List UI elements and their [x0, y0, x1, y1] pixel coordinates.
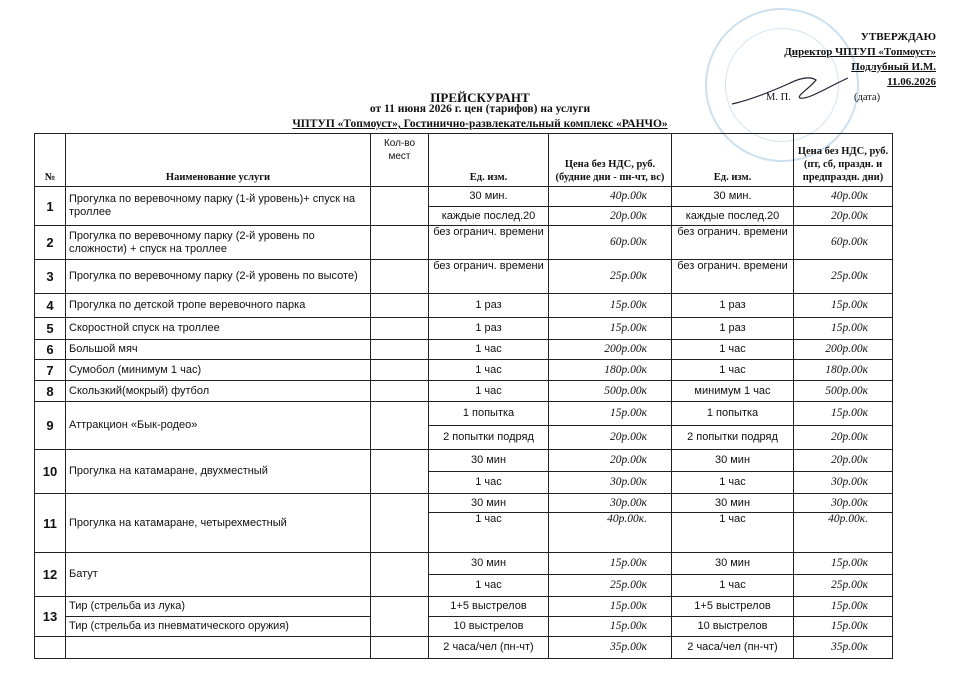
price-weekdays: 60р.00к [549, 226, 672, 260]
price-weekdays: 30р.00к [549, 494, 672, 513]
count-cell [371, 226, 429, 260]
service-name: Аттракцион «Бык-родео» [66, 402, 371, 450]
unit-weekdays: 2 попытки подряд [429, 426, 549, 450]
row-number: 11 [35, 494, 66, 553]
unit-weekends: 30 мин [672, 494, 794, 513]
table-row [35, 226, 893, 260]
price-weekends: 25р.00к [794, 575, 893, 597]
count-cell [371, 294, 429, 318]
table-row [35, 402, 893, 426]
header-count: Кол-во мест [371, 134, 429, 187]
count-cell [371, 402, 429, 450]
price-weekdays: 15р.00к [549, 617, 672, 637]
unit-weekends: 1 раз [672, 294, 794, 318]
count-cell [371, 494, 429, 553]
price-weekends: 200р.00к [794, 340, 893, 360]
header-unit-weekends: Ед. изм. [672, 134, 794, 187]
unit-weekdays: без огранич. времени [429, 226, 549, 260]
document-title: ПРЕЙСКУРАНТ [430, 90, 530, 105]
price-weekends: 20р.00к [794, 426, 893, 450]
row-number: 12 [35, 553, 66, 597]
table-row [35, 494, 893, 513]
unit-weekdays: 10 выстрелов [429, 617, 549, 637]
price-weekends: 60р.00к [794, 226, 893, 260]
count-cell [371, 187, 429, 226]
unit-weekdays: 1 раз [429, 294, 549, 318]
unit-weekends: 1 час [672, 360, 794, 381]
header-unit-weekdays: Ед. изм. [429, 134, 549, 187]
organization-name: ЧПТУП «Топмоуст», Гостинично-развлекательный комплекс «РАНЧО» [292, 118, 668, 130]
table-row [35, 340, 893, 360]
row-number: 8 [35, 381, 66, 402]
header-service-name: Наименование услуги [66, 134, 371, 187]
unit-weekends: без огранич. времени [672, 260, 794, 294]
price-weekends: 15р.00к [794, 318, 893, 340]
count-cell [371, 360, 429, 381]
unit-weekends: 1 час [672, 575, 794, 597]
row-number: 7 [35, 360, 66, 381]
price-weekdays: 35р.00к [549, 637, 672, 659]
price-weekdays: 20р.00к [549, 450, 672, 472]
price-weekends: 15р.00к [794, 553, 893, 575]
row-number: 5 [35, 318, 66, 340]
unit-weekdays: 30 мин [429, 450, 549, 472]
service-name: Прогулка по веревочному парку (1-й уровень)+ спуск на троллее [66, 187, 371, 226]
approval-heading: УТВЕРЖДАЮ [860, 31, 936, 43]
price-weekdays: 15р.00к [549, 318, 672, 340]
unit-weekdays: 30 мин [429, 553, 549, 575]
approval-position: Директор ЧПТУП «Топмоуст» [784, 46, 936, 58]
unit-weekends: 1 час [672, 513, 794, 553]
count-cell [371, 260, 429, 294]
price-weekends: 15р.00к [794, 402, 893, 426]
unit-weekends: 2 часа/чел (пн-чт) [672, 637, 794, 659]
approval-block [716, 30, 936, 90]
table-header-row [35, 134, 893, 187]
unit-weekdays: 1 час [429, 472, 549, 494]
unit-weekdays: 1 час [429, 381, 549, 402]
price-weekdays: 25р.00к [549, 260, 672, 294]
price-weekends: 30р.00к [794, 472, 893, 494]
row-number: 1 [35, 187, 66, 226]
price-weekends: 30р.00к [794, 494, 893, 513]
price-weekends: 500р.00к [794, 381, 893, 402]
service-name: Сумобол (минимум 1 час) [66, 360, 371, 381]
price-weekends: 180р.00к [794, 360, 893, 381]
price-weekends: 15р.00к [794, 597, 893, 617]
unit-weekends: без огранич. времени [672, 226, 794, 260]
table-row [35, 381, 893, 402]
mp-label: М. П. [766, 92, 791, 103]
price-weekdays: 20р.00к [549, 207, 672, 226]
unit-weekends: минимум 1 час [672, 381, 794, 402]
unit-weekdays: 1 час [429, 360, 549, 381]
unit-weekdays: без огранич. времени [429, 260, 549, 294]
unit-weekdays: 1 раз [429, 318, 549, 340]
unit-weekdays: 30 мин [429, 494, 549, 513]
table-row [35, 450, 893, 472]
count-cell [371, 597, 429, 637]
unit-weekdays: 30 мин. [429, 187, 549, 207]
unit-weekdays: 1 час [429, 513, 549, 553]
count-cell [371, 318, 429, 340]
service-name: Тир (стрельба из пневматического оружия) [66, 617, 371, 637]
table-row [35, 318, 893, 340]
price-weekends: 20р.00к [794, 450, 893, 472]
header-price-weekends: Цена без НДС, руб. (пт, сб, праздн. и предпраздн. дни) [794, 134, 893, 187]
price-weekdays: 500р.00к [549, 381, 672, 402]
price-weekdays: 200р.00к [549, 340, 672, 360]
price-weekends: 40р.00к [794, 187, 893, 207]
header-price-weekdays: Цена без НДС, руб. (будние дни - пн-чт, вс) [549, 134, 672, 187]
unit-weekends: 1 раз [672, 318, 794, 340]
price-weekends: 25р.00к [794, 260, 893, 294]
row-number: 6 [35, 340, 66, 360]
unit-weekends: 1 попытка [672, 402, 794, 426]
unit-weekdays: 1+5 выстрелов [429, 597, 549, 617]
date-label: (дата) [854, 92, 881, 103]
unit-weekdays: 1 час [429, 575, 549, 597]
price-weekdays: 15р.00к [549, 597, 672, 617]
price-weekends: 15р.00к [794, 617, 893, 637]
row-number [35, 637, 66, 659]
unit-weekends: 30 мин [672, 450, 794, 472]
row-number: 13 [35, 597, 66, 637]
table-row [35, 360, 893, 381]
price-weekends: 15р.00к [794, 294, 893, 318]
count-cell [371, 340, 429, 360]
approval-name: Подлубный И.М. [851, 61, 936, 73]
service-name: Скользкий(мокрый) футбол [66, 381, 371, 402]
price-weekends: 20р.00к [794, 207, 893, 226]
unit-weekdays: 1 час [429, 340, 549, 360]
service-name [66, 637, 371, 659]
table-row [35, 637, 893, 659]
table-row [35, 553, 893, 575]
unit-weekends: 10 выстрелов [672, 617, 794, 637]
row-number: 9 [35, 402, 66, 450]
service-name: Прогулка по веревочному парку (2-й уровень по высоте) [66, 260, 371, 294]
price-weekdays: 40р.00к. [549, 513, 672, 553]
price-weekends: 40р.00к. [794, 513, 893, 553]
price-weekdays: 40р.00к [549, 187, 672, 207]
price-table [34, 133, 893, 659]
price-weekends: 35р.00к [794, 637, 893, 659]
table-row [35, 597, 893, 617]
price-weekdays: 30р.00к [549, 472, 672, 494]
unit-weekdays: 1 попытка [429, 402, 549, 426]
unit-weekends: 2 попытки подряд [672, 426, 794, 450]
service-name: Батут [66, 553, 371, 597]
document-subtitle: от 11 июня 2026 г. цен (тарифов) на услуги [369, 103, 591, 115]
row-number: 3 [35, 260, 66, 294]
price-weekdays: 15р.00к [549, 402, 672, 426]
unit-weekends: 30 мин. [672, 187, 794, 207]
approval-date: 11.06.2026 [887, 76, 936, 88]
service-name: Прогулка по детской тропе веревочного парка [66, 294, 371, 318]
table-row [35, 617, 893, 637]
unit-weekends: 1 час [672, 472, 794, 494]
service-name: Скоростной спуск на троллее [66, 318, 371, 340]
price-weekdays: 25р.00к [549, 575, 672, 597]
unit-weekends: 1+5 выстрелов [672, 597, 794, 617]
count-cell [371, 381, 429, 402]
price-weekdays: 15р.00к [549, 553, 672, 575]
table-row [35, 187, 893, 207]
service-name: Прогулка на катамаране, двухместный [66, 450, 371, 494]
unit-weekdays: каждые послед.20 [429, 207, 549, 226]
table-row [35, 294, 893, 318]
count-cell [371, 450, 429, 494]
service-name: Прогулка по веревочному парку (2-й уровень по сложности) + спуск на троллее [66, 226, 371, 260]
unit-weekdays: 2 часа/чел (пн-чт) [429, 637, 549, 659]
price-weekdays: 180р.00к [549, 360, 672, 381]
price-weekdays: 20р.00к [549, 426, 672, 450]
header-no: № [35, 134, 66, 187]
row-number: 10 [35, 450, 66, 494]
unit-weekends: 1 час [672, 340, 794, 360]
count-cell [371, 637, 429, 659]
count-cell [371, 553, 429, 597]
row-number: 2 [35, 226, 66, 260]
unit-weekends: каждые послед.20 [672, 207, 794, 226]
unit-weekends: 30 мин [672, 553, 794, 575]
row-number: 4 [35, 294, 66, 318]
service-name: Тир (стрельба из лука) [66, 597, 371, 617]
service-name: Большой мяч [66, 340, 371, 360]
table-row [35, 260, 893, 294]
service-name: Прогулка на катамаране, четырехместный [66, 494, 371, 553]
price-weekdays: 15р.00к [549, 294, 672, 318]
